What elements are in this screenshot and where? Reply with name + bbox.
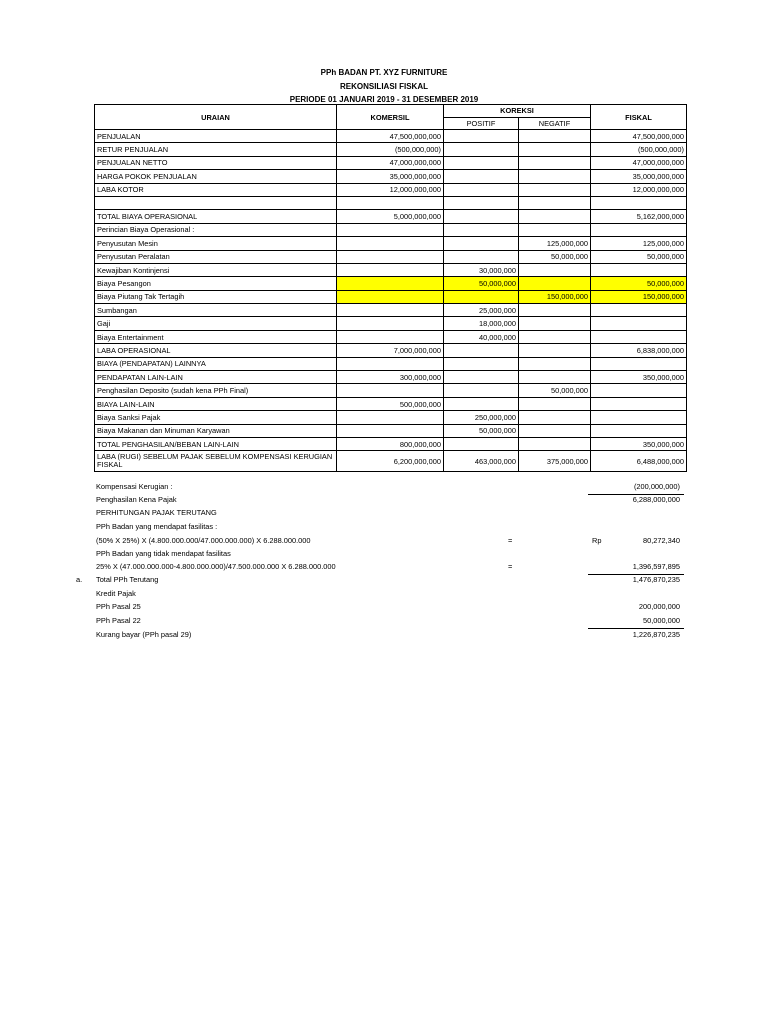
- row-negatif: 125,000,000: [519, 237, 591, 250]
- row-label: Penyusutan Peralatan: [95, 250, 337, 263]
- row-fiskal: 35,000,000,000: [591, 170, 687, 183]
- row-label: BIAYA LAIN-LAIN: [95, 397, 337, 410]
- row-negatif: 375,000,000: [519, 451, 591, 472]
- pkp-label: Penghasilan Kena Pajak: [96, 495, 177, 504]
- equals-sign: =: [508, 562, 513, 571]
- pasal22-label: PPh Pasal 22: [96, 616, 141, 625]
- row-label: LABA KOTOR: [95, 183, 337, 196]
- kompensasi-value: (200,000,000): [633, 482, 680, 491]
- row-label: Perincian Biaya Operasional :: [95, 223, 337, 236]
- kurang-bayar-value: 1,226,870,235: [632, 630, 680, 639]
- row-label: Biaya Pesangon: [95, 277, 337, 290]
- row-positif: 463,000,000: [444, 451, 519, 472]
- row-label: LABA (RUGI) SEBELUM PAJAK SEBELUM KOMPENSASI KERUGIAN FISKAL: [95, 451, 337, 472]
- row-komersil: 5,000,000,000: [337, 210, 444, 223]
- row-negatif: 150,000,000: [519, 290, 591, 303]
- kredit-label: Kredit Pajak: [96, 589, 136, 598]
- row-label: Sumbangan: [95, 304, 337, 317]
- row-label: Penghasilan Deposito (sudah kena PPh Final): [95, 384, 337, 397]
- row-komersil: 7,000,000,000: [337, 344, 444, 357]
- report-title: PPh BADAN PT. XYZ FURNITURE: [320, 68, 448, 77]
- non-fasilitas-label: PPh Badan yang tidak mendapat fasilitas: [96, 549, 231, 558]
- row-label: Biaya Sanksi Pajak: [95, 411, 337, 424]
- pasal25-value: 200,000,000: [638, 602, 680, 611]
- row-komersil: 47,000,000,000: [337, 156, 444, 169]
- row-fiskal: 50,000,000: [591, 250, 687, 263]
- col-negatif: NEGATIF: [519, 117, 591, 130]
- row-fiskal: 5,162,000,000: [591, 210, 687, 223]
- row-komersil: 300,000,000: [337, 371, 444, 384]
- row-label: Biaya Piutang Tak Tertagih: [95, 290, 337, 303]
- col-fiskal: FISKAL: [591, 105, 687, 130]
- perhitungan-label: PERHITUNGAN PAJAK TERUTANG: [96, 508, 217, 517]
- row-positif: 25,000,000: [444, 304, 519, 317]
- row-label: TOTAL BIAYA OPERASIONAL: [95, 210, 337, 223]
- row-komersil: 47,500,000,000: [337, 130, 444, 143]
- row-fiskal: 47,000,000,000: [591, 156, 687, 169]
- row-fiskal: 50,000,000: [591, 277, 687, 290]
- row-positif: 50,000,000: [444, 277, 519, 290]
- row-fiskal: (500,000,000): [591, 143, 687, 156]
- row-fiskal: 150,000,000: [591, 290, 687, 303]
- row-negatif: 50,000,000: [519, 250, 591, 263]
- row-label: Gaji: [95, 317, 337, 330]
- row-fiskal: 12,000,000,000: [591, 183, 687, 196]
- row-fiskal: 47,500,000,000: [591, 130, 687, 143]
- fasilitas-label: PPh Badan yang mendapat fasilitas :: [96, 522, 218, 531]
- row-komersil: 500,000,000: [337, 397, 444, 410]
- rp-label: Rp: [592, 536, 602, 545]
- row-label: HARGA POKOK PENJUALAN: [95, 170, 337, 183]
- row-positif: 50,000,000: [444, 424, 519, 437]
- row-komersil: 12,000,000,000: [337, 183, 444, 196]
- row-fiskal: 350,000,000: [591, 437, 687, 450]
- col-koreksi: KOREKSI: [444, 105, 591, 118]
- row-fiskal: 6,488,000,000: [591, 451, 687, 472]
- row-fiskal: 350,000,000: [591, 371, 687, 384]
- row-label: PENJUALAN NETTO: [95, 156, 337, 169]
- pasal25-label: PPh Pasal 25: [96, 602, 141, 611]
- row-komersil: 35,000,000,000: [337, 170, 444, 183]
- total-value: 1,476,870,235: [632, 575, 680, 584]
- row-label: TOTAL PENGHASILAN/BEBAN LAIN-LAIN: [95, 437, 337, 450]
- non-fasilitas-value: 1,396,597,895: [632, 562, 680, 571]
- row-fiskal: 125,000,000: [591, 237, 687, 250]
- pasal22-value: 50,000,000: [643, 616, 680, 625]
- row-label: LABA OPERASIONAL: [95, 344, 337, 357]
- col-uraian: URAIAN: [95, 105, 337, 130]
- row-komersil: 6,200,000,000: [337, 451, 444, 472]
- equals-sign: =: [508, 536, 513, 545]
- row-label: PENJUALAN: [95, 130, 337, 143]
- row-label: Biaya Makanan dan Minuman Karyawan: [95, 424, 337, 437]
- row-label: Biaya Entertainment: [95, 330, 337, 343]
- row-positif: 250,000,000: [444, 411, 519, 424]
- kurang-bayar-label: Kurang bayar (PPh pasal 29): [96, 630, 192, 639]
- list-marker: a.: [76, 575, 83, 584]
- report-period: PERIODE 01 JANUARI 2019 - 31 DESEMBER 2019: [289, 95, 479, 104]
- row-label: BIAYA (PENDAPATAN) LAINNYA: [95, 357, 337, 370]
- fasilitas-formula: (50% X 25%) X (4.800.000.000/47.000.000.000) X 6.288.000.000: [96, 536, 311, 545]
- row-positif: 18,000,000: [444, 317, 519, 330]
- col-komersil: KOMERSIL: [337, 105, 444, 130]
- pkp-value: 6,288,000,000: [632, 495, 680, 504]
- row-fiskal: 6,838,000,000: [591, 344, 687, 357]
- row-label: Penyusutan Mesin: [95, 237, 337, 250]
- report-subtitle: REKONSILIASI FISKAL: [339, 82, 428, 91]
- row-komersil: (500,000,000): [337, 143, 444, 156]
- row-label: PENDAPATAN LAIN-LAIN: [95, 371, 337, 384]
- fasilitas-value: 80,272,340: [643, 536, 680, 545]
- col-positif: POSITIF: [444, 117, 519, 130]
- row-komersil: 800,000,000: [337, 437, 444, 450]
- row-positif: 40,000,000: [444, 330, 519, 343]
- row-negatif: 50,000,000: [519, 384, 591, 397]
- row-label: RETUR PENJUALAN: [95, 143, 337, 156]
- non-fasilitas-formula: 25% X (47.000.000.000-4.800.000.000)/47.500.000.000 X 6.288.000.000: [96, 562, 336, 571]
- row-label: Kewajiban Kontinjensi: [95, 263, 337, 276]
- total-label: Total PPh Terutang: [96, 575, 159, 584]
- row-positif: 30,000,000: [444, 263, 519, 276]
- kompensasi-label: Kompensasi Kerugian :: [96, 482, 173, 491]
